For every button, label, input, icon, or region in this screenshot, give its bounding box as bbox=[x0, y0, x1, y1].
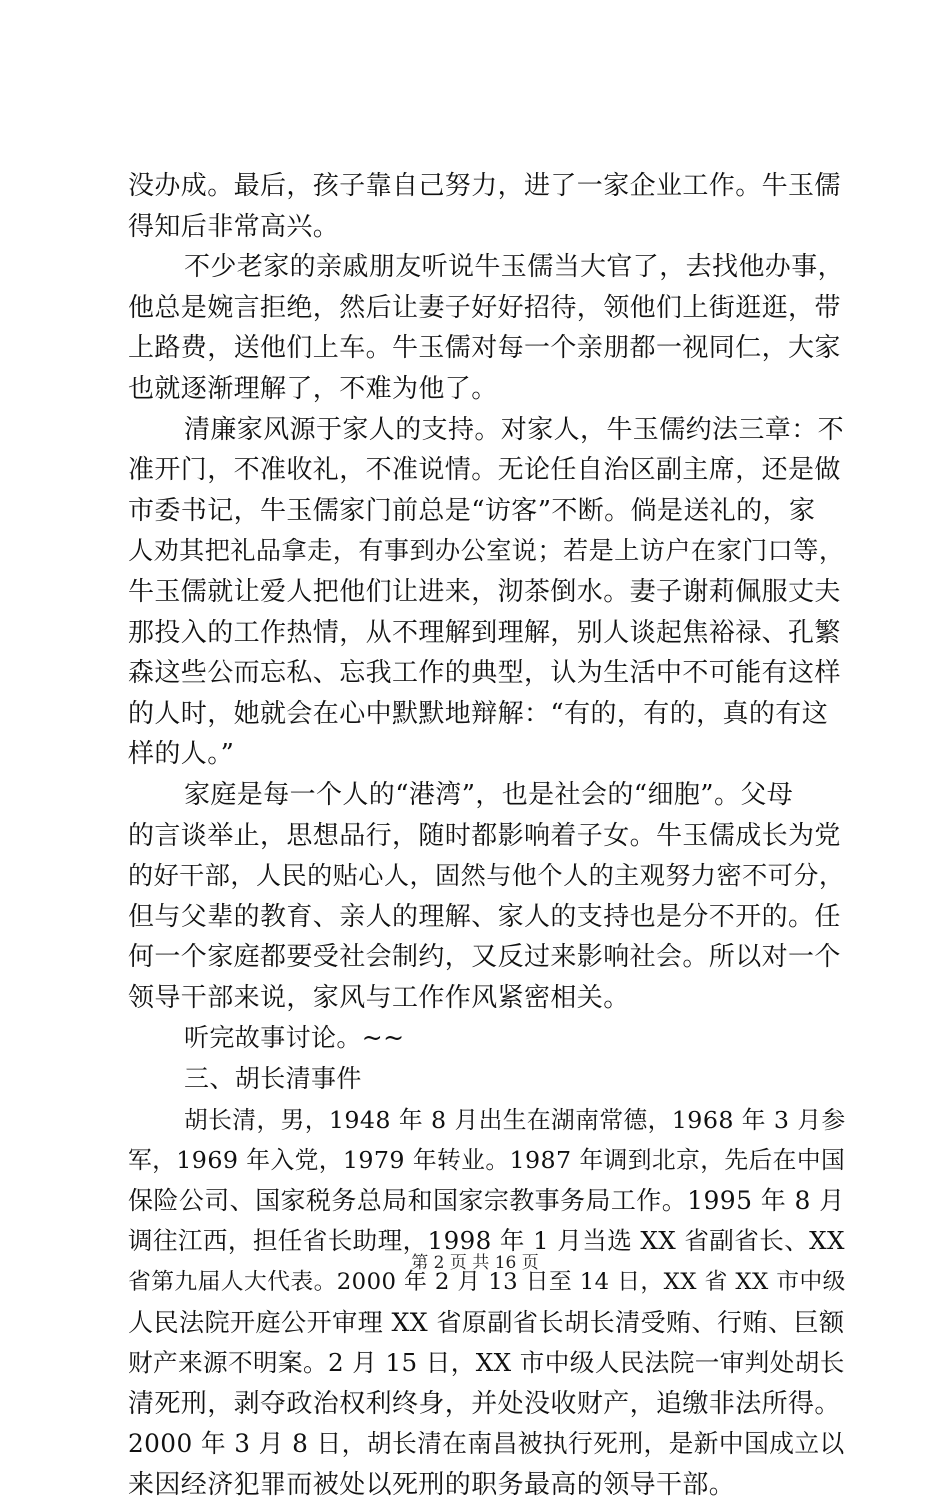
text-line: 没办成。最后，孩子靠自己努力，进了一家企业工作。牛玉儒 bbox=[128, 171, 841, 201]
text-line: 三、胡长清事件 bbox=[184, 1064, 362, 1094]
text-line: 不少老家的亲戚朋友听说牛玉儒当大官了，去找他办事， bbox=[184, 252, 845, 283]
text-line: 人民法院开庭公开审理 XX 省原副省长胡长清受贿、行贿、巨额 bbox=[128, 1307, 845, 1337]
text-line: 得知后非常高兴。 bbox=[128, 211, 340, 242]
text-line: 那投入的工作热情，从不理解到理解，别人谈起焦裕禄、孔繁 bbox=[128, 617, 841, 648]
document-body bbox=[128, 166, 848, 1506]
text-line: 何一个家庭都要受社会制约，又反过来影响社会。所以对一个 bbox=[128, 942, 841, 973]
text-line: 的人时，她就会在心中默默地辩解：“有的，有的，真的有这 bbox=[128, 698, 829, 729]
text-line: 领导干部来说，家风与工作作风紧密相关。 bbox=[128, 982, 630, 1013]
text-line: 财产来源不明案。2 月 15 日，XX 市中级人民法院一审判处胡长 bbox=[128, 1348, 845, 1378]
text-line: 但与父辈的教育、亲人的理解、家人的支持也是分不开的。任 bbox=[128, 901, 841, 932]
text-line: 准开门，不准收礼，不准说情。无论任自治区副主席，还是做 bbox=[128, 455, 841, 486]
text-line: 上路费，送他们上车。牛玉儒对每一个亲朋都一视同仁，大家 bbox=[128, 333, 841, 364]
text-line: 他总是婉言拒绝，然后让妻子好好招待，领他们上街逛逛，带 bbox=[128, 292, 841, 323]
text-line: 森这些公而忘私、忘我工作的典型，认为生活中不可能有这样 bbox=[128, 658, 841, 689]
text-line: 调往江西，担任省长助理，1998 年 1 月当选 XX 省副省长、XX bbox=[128, 1226, 845, 1256]
page-footer: 第 2 页 共 16 页 bbox=[411, 1253, 539, 1273]
text-line: 胡长清，男，1948 年 8 月出生在湖南常德，1968 年 3 月参 bbox=[184, 1105, 846, 1134]
text-line: 的好干部，人民的贴心人，固然与他个人的主观努力密不可分， bbox=[128, 861, 845, 891]
text-line: 听完故事讨论。~~ bbox=[184, 1023, 405, 1053]
text-line: 来因经济犯罪而被处以死刑的职务最高的领导干部。 bbox=[128, 1470, 736, 1500]
text-line: 清廉家风源于家人的支持。对家人，牛玉儒约法三章：不 bbox=[184, 414, 845, 445]
text-line: 人劝其把礼品拿走，有事到办公室说；若是上访户在家门口等， bbox=[128, 536, 845, 566]
text-line: 市委书记，牛玉儒家门前总是“访客”不断。倘是送礼的，家 bbox=[128, 495, 816, 526]
text-line: 清死刑，剥夺政治权利终身，并处没收财产，追缴非法所得。 bbox=[128, 1388, 841, 1419]
text-line: 也就逐渐理解了，不难为他了。 bbox=[128, 373, 498, 404]
text-line: 的言谈举止，思想品行，随时都影响着子女。牛玉儒成长为党 bbox=[128, 820, 841, 851]
text-line: 军，1969 年入党，1979 年转业。1987 年调到北京，先后在中国 bbox=[128, 1146, 846, 1175]
text-line: 保险公司、国家税务总局和国家宗教事务局工作。1995 年 8 月 bbox=[128, 1185, 845, 1215]
text-line: 2000 年 3 月 8 日，胡长清在南昌被执行死刑，是新中国成立以 bbox=[128, 1429, 845, 1459]
text-line: 省第九届人大代表。2000 年 2 月 13 日至 14 日，XX 省 XX 市中级 bbox=[128, 1269, 846, 1296]
text-line: 家庭是每一个人的“港湾”，也是社会的“细胞”。父母 bbox=[184, 779, 794, 810]
text-line: 牛玉儒就让爱人把他们让进来，沏茶倒水。妻子谢莉佩服丈夫 bbox=[128, 576, 841, 607]
text-line: 样的人。” bbox=[128, 739, 235, 770]
